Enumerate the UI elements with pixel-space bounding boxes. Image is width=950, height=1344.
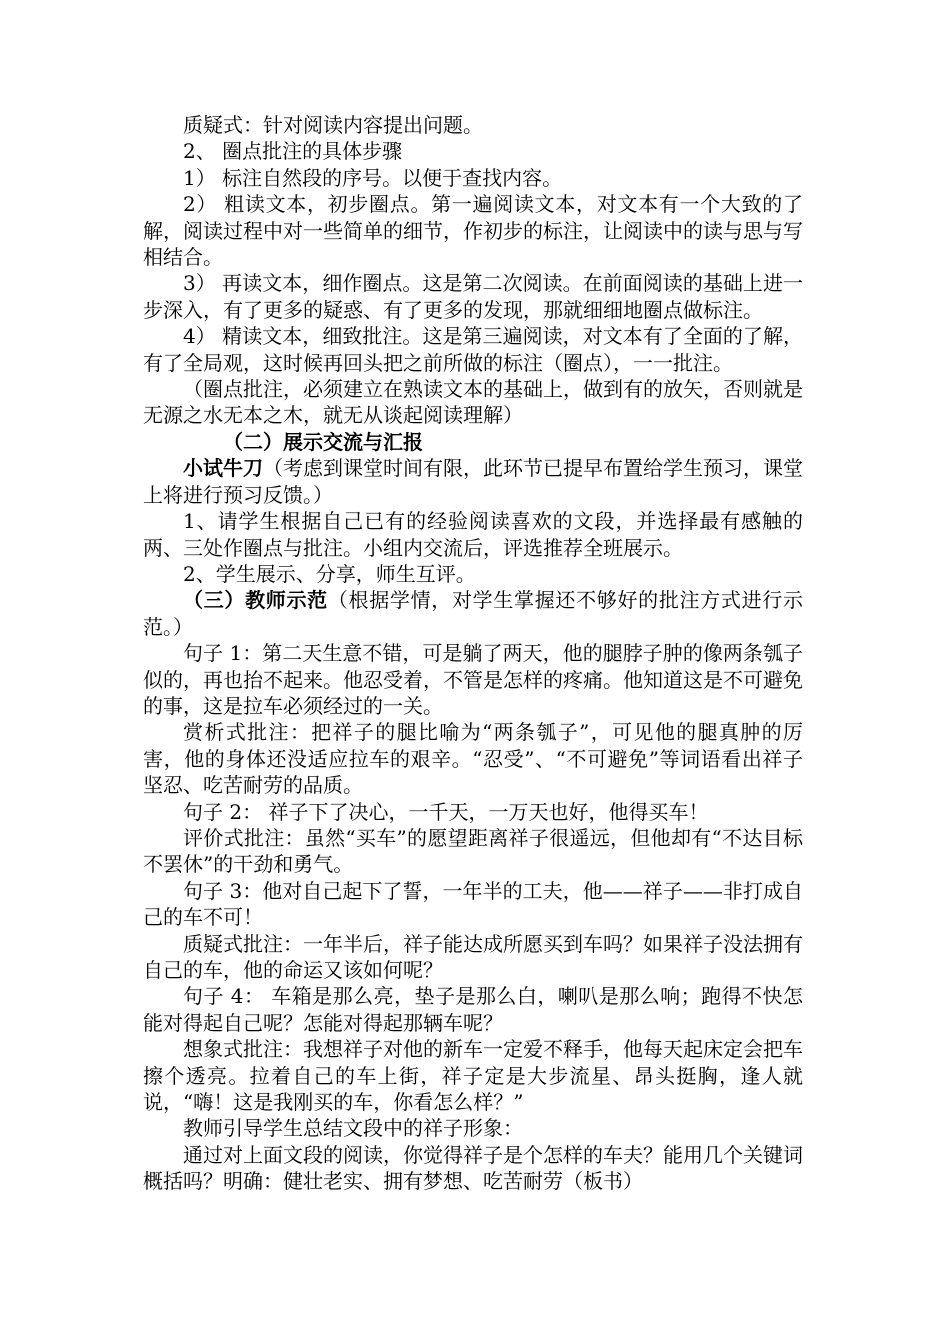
document-page xyxy=(143,112,803,1195)
paragraph: 想象式批注：我想祥子对他的新车一定爱不释手，他每天起床定会把车擦个透亮。拉着自己的车上街，祥子定是大步流星、昂头挺胸，逢人就说，“嗨！这是我刚买的车，你看怎么样？” xyxy=(143,1037,803,1115)
paragraph xyxy=(143,455,803,508)
paragraph: 句子 2： 祥子下了决心，一千天，一万天也好，他得买车！ xyxy=(183,799,709,824)
paragraph-text: （根据学情，对学生掌握还不够好的批注方式进行示范。） xyxy=(143,588,804,639)
section-heading: （二）展示交流与汇报 xyxy=(223,429,423,454)
paragraph: 2） 粗读文本，初步圈点。第一遍阅读文本，对文本有一个大致的了解，阅读过程中对一些简单的细节，作初步的标注，让阅读中的读与思与写相结合。 xyxy=(143,192,803,270)
paragraph: 2、学生展示、分享，师生互评。 xyxy=(183,561,476,586)
paragraph: 4） 精读文本，细致批注。这是第三遍阅读，对文本有了全面的了解，有了全局观，这时候再回头把之前所做的标注（圈点），一一批注。 xyxy=(143,324,803,375)
paragraph: 质疑式：针对阅读内容提出问题。 xyxy=(183,113,483,137)
paragraph: 1） 标注自然段的序号。以便于查找内容。 xyxy=(183,165,563,190)
paragraph xyxy=(143,587,803,640)
paragraph: 通过对上面文段的阅读，你觉得祥子是个怎样的车夫？能用几个关键词概括吗？明确：健壮老实、拥有梦想、吃苦耐劳（板书） xyxy=(143,1142,803,1194)
paragraph: （圈点批注，必须建立在熟读文本的基础上，做到有的放矢，否则就是无源之水无本之木，就无从谈起阅读理解） xyxy=(143,377,803,428)
paragraph: 质疑式批注：一年半后，祥子能达成所愿买到车吗？如果祥子没法拥有自己的车，他的命运又该如何呢？ xyxy=(143,931,803,982)
paragraph: 3） 再读文本，细作圈点。这是第二次阅读。在前面阅读的基础上进一步深入，有了更多的疑惑、有了更多的发现，那就细细地圈点做标注。 xyxy=(143,271,803,322)
paragraph: 赏析式批注：把祥子的腿比喻为“两条瓠子”，可见他的腿真肿的厉害，他的身体还没适应拉车的艰辛。“忍受”、“不可避免”等词语看出祥子坚忍、吃苦耐劳的品质。 xyxy=(143,720,803,798)
paragraph: 2、 圈点批注的具体步骤 xyxy=(183,139,403,164)
paragraph: 1、请学生根据自己已有的经验阅读喜欢的文段，并选择最有感触的两、三处作圈点与批注。小组内交流后，评选推荐全班展示。 xyxy=(143,509,803,560)
bold-lead: （三）教师示范 xyxy=(183,588,328,613)
paragraph-text: （考虑到课堂时间有限，此环节已提早布置给学生预习，课堂上将进行预习反馈。） xyxy=(143,456,803,507)
paragraph: 句子 1：第二天生意不错，可是躺了两天，他的腿脖子肿的像两条瓠子似的，再也抬不起来。他忍受着，不管是怎样的疼痛。他知道这是不可避免的事，这是拉车必须经过的一关。 xyxy=(143,641,803,718)
paragraph: 教师引导学生总结文段中的祥子形象： xyxy=(183,1116,523,1141)
paragraph: 句子 3：他对自己起下了誓，一年半的工夫，他——祥子——非打成自己的车不可！ xyxy=(143,878,803,930)
paragraph: 评价式批注：虽然“买车”的愿望距离祥子很遥远，但他却有“不达目标不罢休”的干劲和勇气。 xyxy=(143,825,803,877)
bold-lead: 小试牛刀 xyxy=(183,456,263,481)
paragraph: 句子 4： 车箱是那么亮，垫子是那么白，喇叭是那么响；跑得不快怎能对得起自己呢？怎能对得起那辆车呢？ xyxy=(143,984,803,1035)
